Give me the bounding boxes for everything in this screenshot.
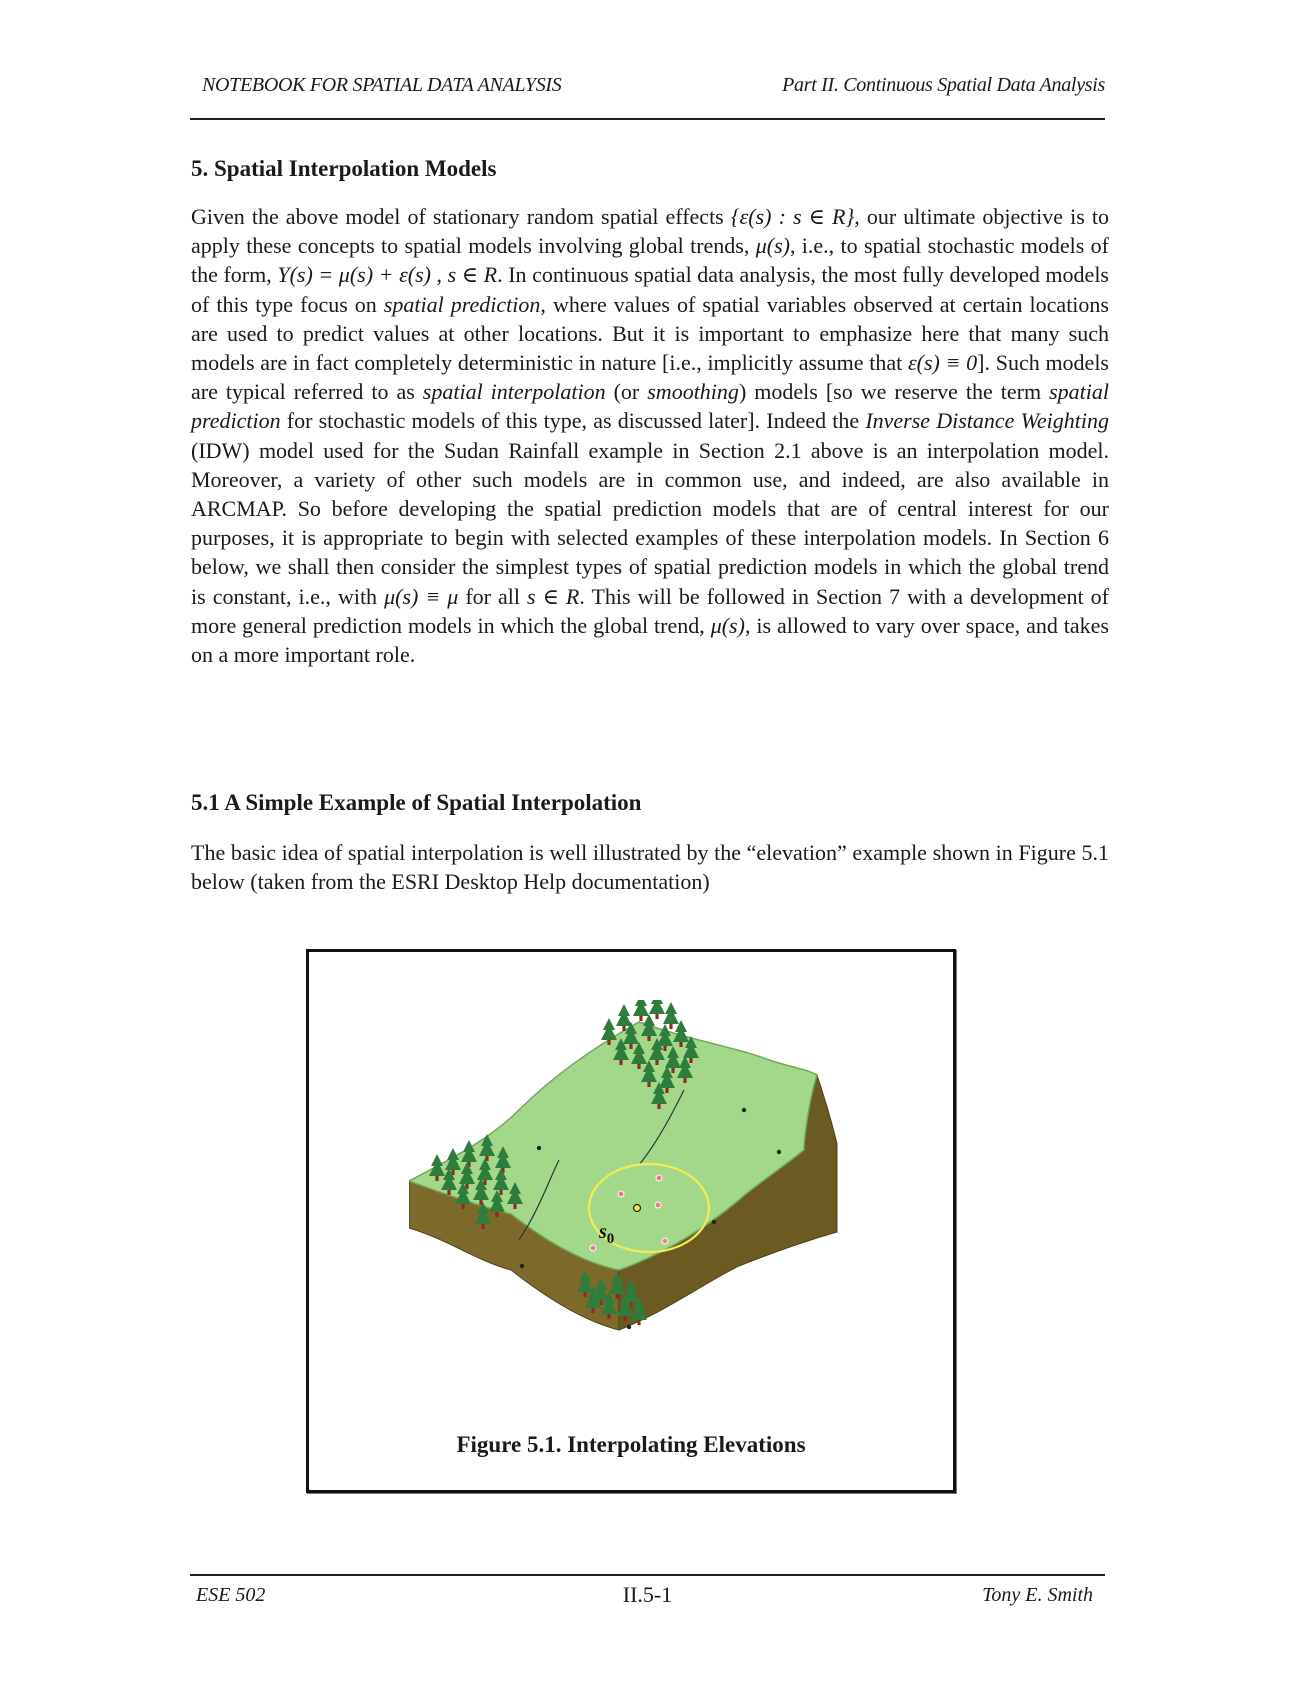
sample-point-icon	[777, 1150, 781, 1154]
math-epsilon-set: {ε(s) : s ∈ R}	[730, 204, 855, 229]
sample-point-icon	[627, 1325, 631, 1329]
sample-point-icon	[742, 1108, 746, 1112]
target-point-label: $s_0$	[599, 1221, 615, 1247]
figure-frame	[306, 949, 956, 1493]
sample-point-icon	[537, 1146, 541, 1150]
neighbor-point-icon	[656, 1175, 662, 1181]
italic-term: spatial prediction	[191, 379, 1109, 434]
terrain-illustration	[409, 1000, 859, 1400]
subsection-title: 5.1 A Simple Example of Spatial Interpolation	[191, 790, 642, 815]
footer-course: ESE 502	[196, 1584, 266, 1606]
italic-term: smoothing	[647, 379, 739, 405]
section-paragraph: Given the above model of stationary random spatial effects {ε(s) : s ∈ R}, our ultimate objective is to apply these concepts to spatial models involving global trends, μ(s), i.e., to spatial stochastic models of the form, Y(s) = μ(s) + ε(s) , s ∈ R. In continuous spatial data analysis, the most fully developed models of this type focus on spatial prediction, where values of spatial variables observed at certain locations are used to predict values at other locations. But it is important to emphasize here that many such models are in fact completely deterministic in nature [i.e., implicitly assume that ε(s) ≡ 0]. Such models are typical referred to as spatial interpolation (or smoothing) models [so we reserve the term spatial prediction for stochastic models of this type, as discussed later]. Indeed the Inverse Distance Weighting (IDW) model used for the Sudan Rainfall example in Section 2.1 above is an interpolation model. Moreover, a variety of other such models are in common use, and indeed, are also available in ARCMAP. So before developing the spatial prediction models that are of central interest for our purposes, it is appropriate to begin with selected examples of these interpolation models. In Section 6 below, we shall then consider the simplest types of spatial prediction models in which the global trend is constant, i.e., with μ(s) ≡ μ for all s ∈ R. This will be followed in Section 7 with a development of more general prediction models in which the global trend, μ(s), is allowed to vary over space, and takes on a more important role.	[191, 204, 1109, 668]
neighbor-point-icon	[662, 1238, 668, 1244]
figure-caption: Figure 5.1. Interpolating Elevations	[456, 1432, 806, 1457]
page-header	[190, 72, 1105, 106]
math-mu-s: μ(s)	[710, 612, 745, 638]
neighbor-point-icon	[590, 1245, 596, 1251]
page-number: II.5-1	[622, 1582, 673, 1607]
target-point-icon	[634, 1205, 641, 1212]
header-rule	[190, 118, 1105, 120]
header-part-title: Part II. Continuous Spatial Data Analysis	[782, 74, 1105, 96]
math-model-equation: Y(s) = μ(s) + ε(s) , s ∈ R	[277, 262, 498, 288]
sample-point-icon	[712, 1220, 716, 1224]
subsection-paragraph: The basic idea of spatial interpolation is well illustrated by the “elevation” example shown in Figure 5.1 below (taken from the ESRI Desktop Help documentation)	[191, 840, 1109, 895]
math-epsilon-zero: ε(s) ≡ 0	[907, 350, 978, 376]
italic-term: spatial interpolation	[422, 379, 606, 405]
neighbor-point-icon	[618, 1191, 624, 1197]
section-title: 5. Spatial Interpolation Models	[191, 156, 497, 181]
sample-point-icon	[520, 1264, 524, 1268]
italic-term: spatial prediction	[383, 291, 541, 317]
italic-term: Inverse Distance Weighting	[865, 408, 1109, 434]
footer-rule	[190, 1574, 1105, 1576]
math-mu-s: μ(s)	[755, 233, 790, 259]
neighbor-point-icon	[655, 1202, 661, 1208]
math-s-in-r: s ∈ R	[527, 583, 580, 609]
header-book-title: NOTEBOOK FOR SPATIAL DATA ANALYSIS	[202, 74, 562, 96]
math-mu-constant: μ(s) ≡ μ	[384, 583, 459, 609]
footer-author: Tony E. Smith	[982, 1584, 1093, 1606]
page-footer	[190, 1574, 1105, 1614]
